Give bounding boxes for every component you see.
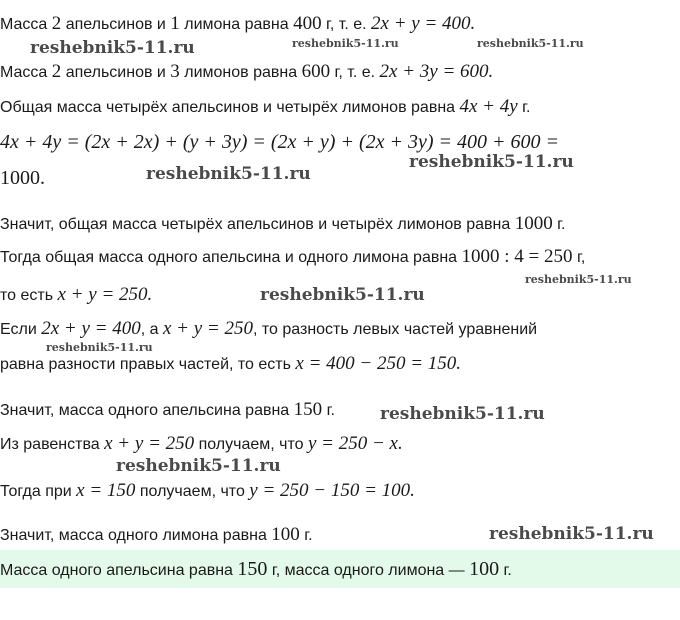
watermark: reshebnik5-11.ru (260, 285, 425, 305)
watermark: reshebnik5-11.ru (30, 38, 195, 58)
line-1: Масса 2 апельсинов и 1 лимона равна 400 г, т. е. 2x + y = 400. (0, 13, 476, 34)
watermark: reshebnik5-11.ru (46, 341, 153, 354)
line-5: 1000. (0, 167, 45, 189)
answer-box (0, 550, 680, 588)
line-6: Значит, общая масса четырёх апельсинов и четырёх лимонов равна 1000 г. (0, 213, 566, 234)
line-9: Если 2x + y = 400, а x + y = 250, то разность левых частей уравнений (0, 318, 538, 339)
line-14: Значит, масса одного лимона равна 100 г. (0, 524, 313, 545)
line-8: то есть x + y = 250. (0, 284, 153, 305)
watermark: reshebnik5-11.ru (477, 37, 584, 50)
line-10: равна разности правых частей, то есть x = 400 − 250 = 150. (0, 353, 462, 374)
watermark: reshebnik5-11.ru (292, 37, 399, 50)
watermark: reshebnik5-11.ru (525, 273, 632, 286)
watermark: reshebnik5-11.ru (146, 164, 311, 184)
line-2: Масса 2 апельсинов и 3 лимонов равна 600 г, т. е. 2x + 3y = 600. (0, 61, 494, 82)
watermark: reshebnik5-11.ru (489, 524, 654, 544)
answer-text: Масса одного апельсина равна 150 г, масса одного лимона — 100 г. (0, 558, 512, 580)
line-7: Тогда общая масса одного апельсина и одного лимона равна 1000 : 4 = 250 г, (0, 246, 586, 267)
line-4: 4x + 4y = (2x + 2x) + (y + 3y) = (2x + y) + (2x + 3y) = 400 + 600 = (0, 131, 560, 153)
watermark: reshebnik5-11.ru (116, 456, 281, 476)
line-11: Значит, масса одного апельсина равна 150 г. (0, 399, 335, 420)
line-3: Общая масса четырёх апельсинов и четырёх лимонов равна 4x + 4y г. (0, 96, 531, 117)
line-13: Тогда при x = 150 получаем, что y = 250 − 150 = 100. (0, 480, 415, 501)
watermark: reshebnik5-11.ru (380, 404, 545, 424)
line-12: Из равенства x + y = 250 получаем, что y = 250 − x. (0, 433, 403, 454)
watermark: reshebnik5-11.ru (409, 152, 574, 172)
